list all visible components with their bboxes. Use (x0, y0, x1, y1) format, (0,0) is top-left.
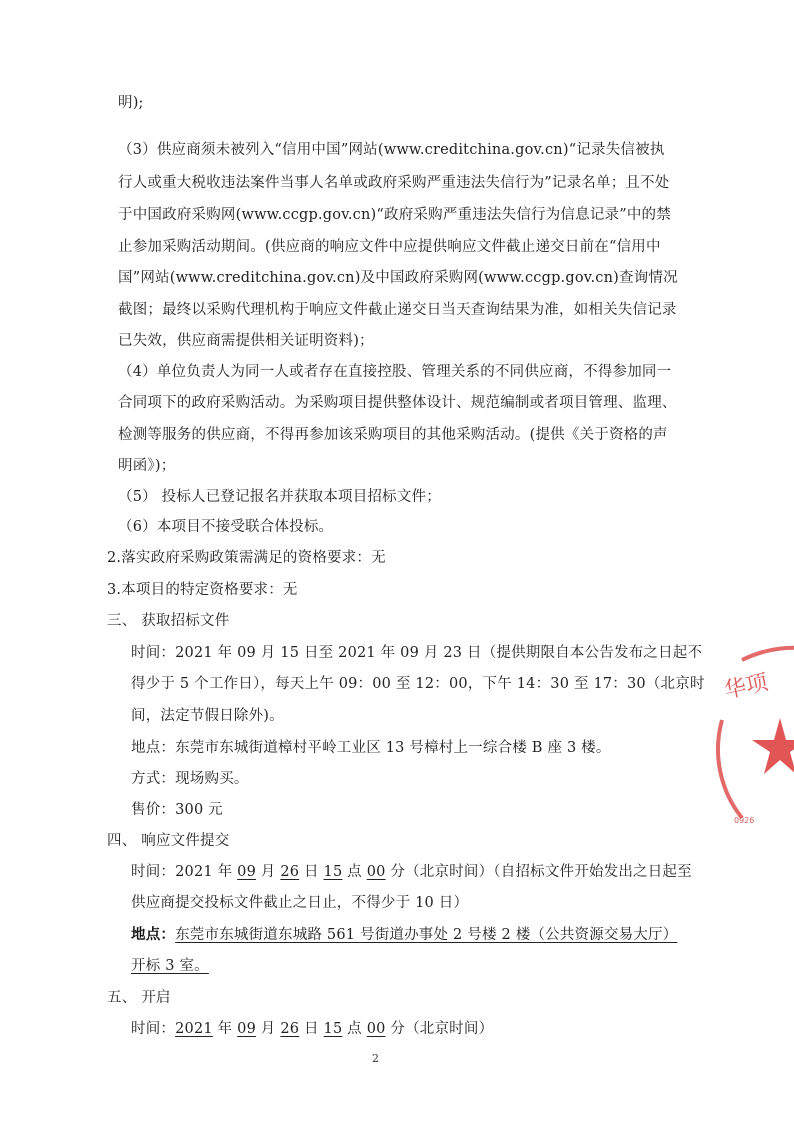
unit-text: 分（北京时间）（自招标文件开始发出之日起至 (385, 864, 692, 880)
submission-month: 09 (237, 864, 256, 880)
section-title-submission: 四、 响应文件提交 (107, 833, 230, 849)
submission-place-label: 地点： (131, 926, 176, 943)
company-seal (712, 640, 794, 840)
req-line: 明); (118, 95, 144, 111)
submission-time-line2: 供应商提交投标文件截止之日止，不得少于 10 日） (131, 895, 469, 911)
seal-text: 华项 (722, 670, 771, 704)
submission-day: 26 (280, 864, 300, 880)
unit-text: 年 (212, 864, 238, 880)
unit-text: 月 (256, 1021, 281, 1037)
heading-specific-requirements: 3.本项目的特定资格要求：无 (107, 582, 298, 598)
submission-place-line2: 开标 3 室。 (131, 958, 209, 974)
obtain-price: 售价：300 元 (131, 802, 223, 818)
req-line: （3）供应商须未被列入“信用中国”网站(www.creditchina.gov.cn)“记录失信被执 (118, 142, 665, 158)
req-line: （4）单位负责人为同一人或者存在直接控股、管理关系的不同供应商，不得参加同一 (118, 364, 672, 380)
req-line: 明函》)； (118, 458, 176, 474)
section-title-opening: 五、 开启 (107, 990, 171, 1006)
req-line: 合同项下的政府采购活动。为采购项目提供整体设计、规范编制或者项目管理、监理、 (118, 395, 677, 411)
req-line: （6）本项目不接受联合体投标。 (118, 519, 334, 535)
heading-policy-requirements: 2.落实政府采购政策需满足的资格要求：无 (107, 550, 386, 566)
submission-year: 2021 (175, 864, 213, 880)
unit-text: 月 (256, 864, 281, 880)
section-title-obtain-documents: 三、 获取招标文件 (107, 613, 230, 629)
submission-place-line (131, 925, 677, 945)
req-line: 国”网站(www.creditchina.gov.cn)及中国政府采购网(www.ccgp.gov.cn)查询情况 (118, 270, 678, 286)
page-number: 2 (372, 1052, 379, 1065)
unit-text: 日 (299, 1021, 324, 1037)
obtain-method: 方式：现场购买。 (131, 771, 249, 787)
seal-ring-left (718, 720, 742, 818)
unit-text: 分（北京时间） (385, 1021, 494, 1037)
submission-hour: 15 (323, 864, 343, 880)
seal-ring-top (742, 648, 794, 660)
opening-year: 2021 (175, 1021, 213, 1037)
req-line: （5） 投标人已登记报名并获取本项目招标文件； (118, 489, 441, 505)
unit-text: 年 (212, 1021, 238, 1037)
opening-time-label: 时间： (131, 1021, 176, 1037)
opening-time-line (131, 1019, 493, 1039)
seal-digits: 0926 (734, 816, 755, 825)
opening-minute: 00 (366, 1021, 386, 1037)
req-line: 于中国政府采购网(www.ccgp.gov.cn)“政府采购严重违法失信行为信息记录”中的禁 (118, 207, 671, 223)
opening-day: 26 (280, 1021, 300, 1037)
obtain-time-line: 时间：2021 年 09 月 15 日至 2021 年 09 月 23 日（提供期限自本公告发布之日起不 (131, 645, 703, 661)
unit-text: 日 (299, 864, 324, 880)
req-line: 截图；最终以采购代理机构于响应文件截止递交日当天查询结果为准，如相关失信记录 (118, 302, 677, 318)
submission-time-line (131, 862, 692, 882)
unit-text: 点 (342, 1021, 367, 1037)
submission-place-text: 东莞市东城街道东城路 561 号街道办事处 2 号楼 2 楼（公共资源交易大厅） (175, 927, 678, 943)
opening-hour: 15 (323, 1021, 343, 1037)
req-line: 已失效，供应商需提供相关证明资料)； (118, 333, 374, 349)
obtain-time-line: 间，法定节假日除外)。 (131, 708, 284, 724)
seal-star (752, 718, 794, 774)
obtain-place: 地点：东莞市东城街道樟村平岭工业区 13 号樟村上一综合楼 B 座 3 楼。 (131, 740, 611, 756)
req-line: 止参加采购活动期间。(供应商的响应文件中应提供响应文件截止递交日前在“信用中 (118, 239, 661, 255)
submission-time-label: 时间： (131, 864, 176, 880)
req-line: 检测等服务的供应商，不得再参加该采购项目的其他采购活动。(提供《关于资格的声 (118, 427, 668, 443)
unit-text: 点 (342, 864, 367, 880)
opening-month: 09 (237, 1021, 256, 1037)
submission-minute: 00 (366, 864, 386, 880)
req-line: 行人或重大税收违法案件当事人名单或政府采购严重违法失信行为”记录名单；且不处 (118, 175, 670, 191)
obtain-time-line: 得少于 5 个工作日），每天上午 09：00 至 12：00，下午 14：30 至 17：30（北京时 (131, 676, 705, 692)
